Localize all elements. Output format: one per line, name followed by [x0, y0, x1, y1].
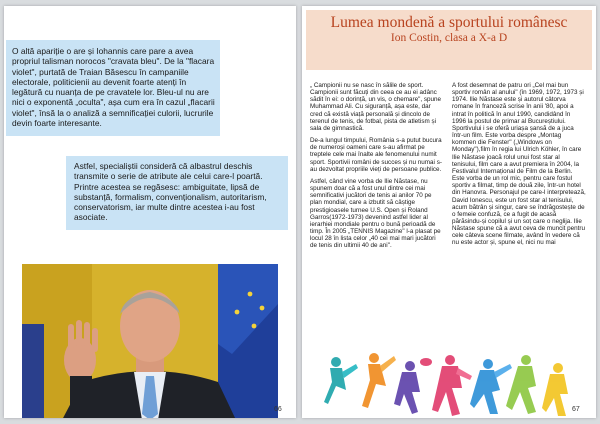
paragraph: A fost desemnat de patru ori „Cel mai bun sportiv român al anului" (în 1969, 1972, 1973 și 1974. Ilie Năstase este și autorul câtorva romane în franceză scrise în anii '80, apoi a intrat în politică în anul 1990, candidând în 1996 la postul de primar al Bucureștiului. Sportivului i se oferă uriașa șansă de a juca într-un film. Este vorba despre „Montag kommen die Fenster" („Windows on Monday"),film în regia lui Ulrich Köhler, în care Ilie Năstase joacă rolul unui fost star al tenisului, film care a avut premiera în 2004, la Festivalul Internațional de Film de la Berlin. Este vorba de un rol mic, pentru care fostul sportiv a filmat, timp de două zile, într-un hotel din Hanovra. Personajul pe care-l interpretează, David Ionescu, este un fost star al tenisului, acum bătrân și singur, care se îndrăgostește de o femeie confuză, ce a fugit de acasă părăsindu-și copilul și un soț care o neglija. Ilie Năstase spune că a avut ceva de muncit pentru cele câteva scene filmate, având în vedere că nu este actor și, spune el, nici nu mai	[452, 82, 586, 247]
sports-silhouettes-illustration	[322, 346, 572, 418]
article-header	[306, 10, 592, 70]
athlete-figure	[394, 358, 432, 414]
paragraph: Astfel, când vine vorba de Ilie Năstase, nu spunem doar că a fost unul dintre cei mai semnificativi jucători de tenis ai anilor 70 pe plan mondial, care a izbutit să câștige prestigioasele turnee U.S. Open și Roland Garros(1972-1973) devenind astfel lider al ierarhiei mondiale pentru o bună perioadă de timp. În 2005 „TENNIS Magazine" l-a plasat pe locul 28 în lista celor „40 cei mai mari jucători de tenis din ultimii 40 de ani".	[310, 177, 441, 250]
paragraph: De-a lungul timpului, România s-a putut bucura de numeroși oameni care s-au afirmat pe treptele cele mai înalte ale fenomenului numit sport. Sportivii români de succes și nu numai s-au dezvoltat propriile vieți de persoane publice.	[310, 137, 442, 173]
athlete-figure	[432, 355, 472, 416]
athlete-figure	[470, 359, 512, 414]
article-column-1	[310, 82, 444, 254]
paragraph: „ Campionii nu se nasc în sălile de sport. Campionii sunt făcuți din ceea ce au ei adânc sădit în ei: o dorință, un vis, o chemare", spune Muhammad Ali. Cu siguranță, așa este, dar cred că există viață personală și dincolo de terenul de tenis, de fotbal, pista de atletism și sala de gimnastică.	[310, 82, 442, 132]
text-box-albastru	[66, 156, 288, 230]
athlete-figure	[362, 353, 396, 408]
article-author: Ion Costin, clasa a X-a D	[390, 32, 508, 44]
right-page	[302, 6, 596, 418]
text-box-albastru-text: Astfel, specialiștii consideră că albastrul deschis transmite o serie de atribute ale celui care-l poartă. Printre acestea se regăsesc: ambiguitate, lipsă de substanță, formalism, convenționalism, autoritarism, conservatorism, iar multe dintre acestea i-au fost asociate.	[74, 161, 267, 223]
politician-photo	[22, 264, 278, 418]
text-box-iohannis-text: O altă apariție o are și Iohannis care pare a avea propriul talisman norocos "cravata bleu". De la "flacara violet", purtată de Traian Băsescu în campaniile electorale, politicienii au devenit foarte atenți în legătură cu nuanța de pe cravatele lor. Bleu-ul nu are nici o exponentă „oculta", așa cum era în cazul „flacarii violet", însă la o analiză a semnificației culorii, lucrurile devin foarte interesante.	[12, 46, 215, 129]
text-box-iohannis	[6, 40, 220, 136]
athlete-figure	[506, 355, 536, 414]
athlete-figure	[324, 357, 358, 404]
left-page	[4, 6, 296, 418]
page-number-right: 67	[572, 406, 580, 413]
article-column-2	[452, 82, 586, 252]
article-title: Lumea mondenă a sportului românesc	[330, 14, 568, 31]
athlete-figure	[542, 363, 568, 416]
page-number-left: 66	[274, 406, 282, 413]
politician-photo-illustration	[22, 264, 278, 418]
